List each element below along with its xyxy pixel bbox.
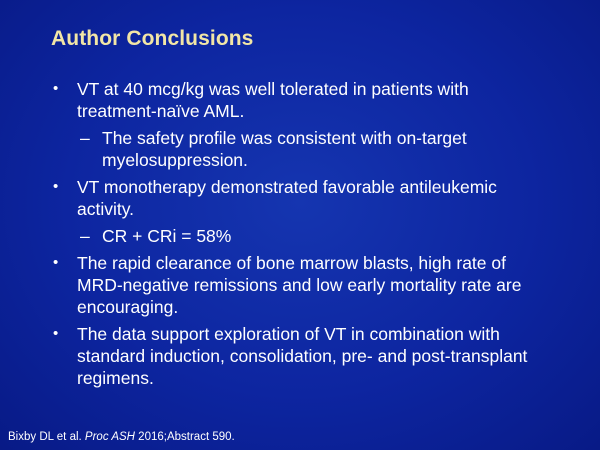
bullet-item [53,323,537,389]
citation-details: 2016;Abstract 590. [134,431,235,443]
bullet-text: VT at 40 mcg/kg was well tolerated in patients with treatment-naïve AML. [77,79,469,121]
bullet-text: The rapid clearance of bone marrow blasts, high rate of MRD-negative remissions and low early mortality rate are encouraging. [77,253,522,317]
bullet-text: The data support exploration of VT in combination with standard induction, consolidation, pre- and post-transplant regimens. [77,324,528,388]
bullet-marker: • [53,254,59,271]
sub-bullet-text: CR + CRi = 58% [102,226,232,246]
bullet-list [0,78,600,394]
bullet-marker: • [53,325,59,342]
sub-bullet-marker: – [80,226,90,246]
bullet-item [53,176,537,220]
bullet-text: VT monotherapy demonstrated favorable antileukemic activity. [77,177,497,219]
citation-footer [8,431,235,443]
bullet-marker: • [53,178,59,195]
citation-journal: Proc ASH [84,431,135,443]
sub-bullet-item [80,225,522,247]
bullet-item [53,252,537,318]
sub-bullet-item [80,127,522,171]
slide-title: Author Conclusions [51,27,254,50]
bullet-item [53,78,537,122]
sub-bullet-marker: – [80,128,90,148]
citation-authors: Bixby DL et al. [8,431,85,443]
sub-bullet-text: The safety profile was consistent with on-target myelosuppression. [102,128,467,170]
bullet-marker: • [53,80,59,97]
